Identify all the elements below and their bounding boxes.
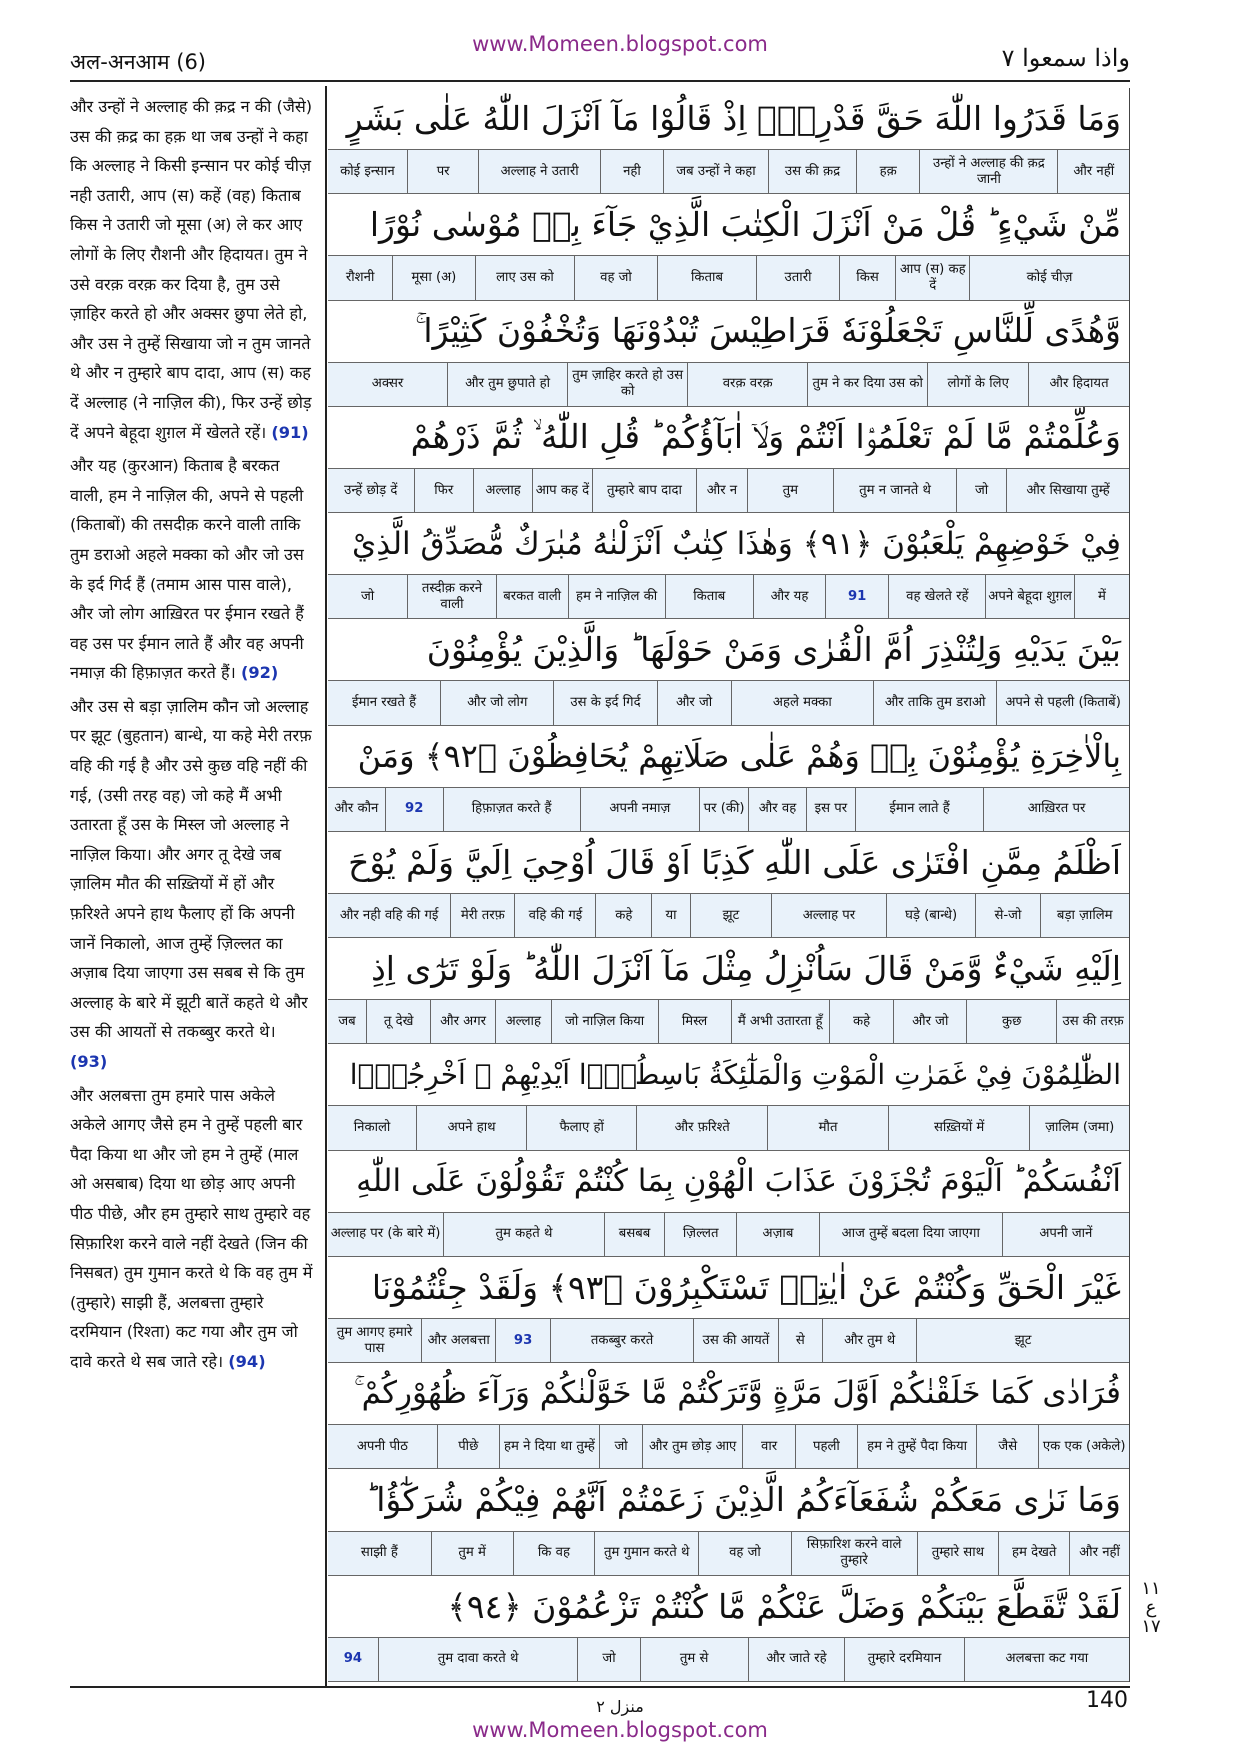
gloss-cell: जो xyxy=(956,469,1006,512)
site-url-header[interactable]: www.Momeen.blogspot.com xyxy=(472,32,768,56)
gloss-cell: सख़्तियों में xyxy=(888,1106,1030,1149)
gloss-cell: किस xyxy=(839,256,896,299)
verse-line-block xyxy=(328,513,1129,619)
gloss-cell: वहि की गई xyxy=(514,894,595,937)
gloss-cell: अल्लाह पर (के बारे में) xyxy=(330,1226,441,1242)
gloss-cell: झूट xyxy=(916,1319,1129,1362)
gloss-cell: तुम में xyxy=(431,1532,513,1575)
gloss-cell: कोई चीज़ xyxy=(969,256,1129,299)
gloss-cell: पीछे xyxy=(437,1425,499,1468)
gloss-cell: और ताकि तुम डराओ xyxy=(873,681,996,724)
page-number: 140 xyxy=(1086,1688,1128,1713)
gloss-cell: वरक़ वरक़ xyxy=(687,363,807,406)
gloss-row xyxy=(328,255,1129,299)
gloss-cell: उस की आयतें xyxy=(693,1319,777,1362)
gloss-cell: तुम से xyxy=(640,1638,748,1681)
gloss-cell: आज तुम्हें बदला दिया जाएगा xyxy=(819,1213,1002,1256)
gloss-cell: जब xyxy=(338,1013,356,1029)
gloss-cell: तकब्बुर करते xyxy=(550,1319,694,1362)
gloss-cell: किताब xyxy=(665,575,754,618)
gloss-row xyxy=(328,574,1129,618)
gloss-cell: मूसा (अ) xyxy=(392,256,474,299)
gloss-cell: बड़ा ज़ालिम xyxy=(1040,894,1130,937)
gloss-row xyxy=(328,468,1129,512)
gloss-cell: रौशनी xyxy=(345,270,375,285)
gloss-cell: वह जो xyxy=(574,256,656,299)
gloss-cell: कहे xyxy=(829,1000,893,1043)
manzil-label: منزل ٢ xyxy=(596,1697,644,1716)
gloss-cell: अज़ाब xyxy=(736,1213,819,1256)
verse-line-block xyxy=(328,619,1129,725)
translation-paragraph xyxy=(70,1081,315,1377)
verse-line-block xyxy=(328,938,1129,1044)
gloss-row xyxy=(328,1531,1129,1575)
gloss-cell: और नहीं xyxy=(1069,1532,1129,1575)
gloss-cell: फैलाए हों xyxy=(526,1106,636,1149)
translation-paragraph xyxy=(70,451,315,688)
gloss-cell: जो xyxy=(599,1425,642,1468)
gloss-cell: निकालो xyxy=(353,1120,391,1136)
gloss-cell: तुम्हारे दरमियान xyxy=(844,1638,963,1681)
gloss-cell: बरकत वाली xyxy=(496,575,568,618)
gloss-cell: 91 xyxy=(825,575,888,618)
gloss-cell: आप कह दें xyxy=(532,469,591,512)
arabic-line: وَعُلِّمْتُمْ مَّا لَمْ تَعْلَمُوْۤا اَنْتُمْ وَلَاۤ اٰبَآؤُكُمْ ؕ قُلِ اللّٰهُ ۙ ثُمَّ ذَرْهُمْ xyxy=(410,417,1121,457)
verse-line-block xyxy=(328,1257,1129,1363)
gloss-cell: कोई इन्सान xyxy=(340,163,395,179)
gloss-cell: 92 xyxy=(385,788,443,831)
gloss-cell: वह खेलते रहें xyxy=(888,575,985,618)
gloss-cell: मेरी तरफ़ xyxy=(450,894,514,937)
gloss-cell: तुम न जानते थे xyxy=(833,469,956,512)
gloss-cell: अपने से पहली (किताबें) xyxy=(996,681,1129,724)
gloss-cell: लाए उस को xyxy=(475,256,575,299)
arabic-line: اِلَيْهِ شَيْءٌ وَّمَنْ قَالَ سَاُنْزِلُ مِثْلَ مَآ اَنْزَلَ اللّٰهُ ؕ وَلَوْ تَرٰٓى اِذِ xyxy=(371,949,1121,989)
column-divider xyxy=(325,86,327,1686)
verse-line-block xyxy=(328,1576,1129,1682)
translation-text: और उन्हों ने अल्लाह की क़द्र न की (जैसे) उस की क़द्र का हक़ था जब उन्हों ने कहा कि अल्लाह ने किसी इन्सान पर कोई चीज़ नही उतारी, आप (स) कहें (वह) किताब किस ने उतारी जो मूसा (अ) ले कर आए लोगों के लिए रौशनी और हिदायत। तुम ने उसे वरक़ वरक़ कर दिया है, तुम उसे ज़ाहिर करते हो और अक्सर छुपा लेते हो, और उस ने तुम्हें सिखाया जो न तुम जानते थे और न तुम्हारे बाप दादा, आप (स) कह दें अल्लाह (ने नाज़िल की), फिर उन्हें छोड़ दें अपने बेहूदा शुग़ल में खेलते रहें। xyxy=(70,97,313,442)
gloss-cell: और फ़रिश्ते xyxy=(636,1106,767,1149)
verse-number: (91) xyxy=(271,422,309,442)
verse-line-block xyxy=(328,1469,1129,1575)
gloss-row xyxy=(328,1424,1129,1468)
gloss-cell: फिर xyxy=(414,469,473,512)
arabic-line: بِالْاٰخِرَةِ يُؤْمِنُوْنَ بِهٖ وَهُمْ عَلٰى صَلَاتِهِمْ يُحَافِظُوْنَ ﴿٩٢﴾ وَمَنْ xyxy=(357,737,1121,776)
gloss-cell: तुम्हारे बाप दादा xyxy=(592,469,697,512)
arabic-line: وَمَا قَدَرُوا اللّٰهَ حَقَّ قَدْرِهٖۤ اِذْ قَالُوْا مَآ اَنْزَلَ اللّٰهُ عَلٰى بَشَرٍ xyxy=(346,99,1121,139)
verse-line-block xyxy=(328,88,1129,194)
gloss-cell: पर xyxy=(407,150,479,193)
gloss-row xyxy=(328,680,1129,724)
translation-column xyxy=(70,92,315,1682)
translation-text: और अलबत्ता तुम हमारे पास अकेले अकेले आगए जैसे हम ने तुम्हें पहली बार पैदा किया था और जो हम ने तुम्हें (माल ओ असबाब) दिया था छोड़ आए अपनी पीठ पीछे, और हम तुम्हारे साथ तुम्हारे वह सिफ़ारिश करने वाले नहीं देखते (जिन की निसबत) तुम गुमान करते थे कि वह तुम में (तुम्हारे) साझी हैं, अलबत्ता तुम्हारे दरमियान (रिश्ता) कट गया और तुम जो दावे करते थे सब जाते रहे। xyxy=(70,1085,313,1371)
gloss-row xyxy=(328,893,1129,937)
gloss-cell: तुम ज़ाहिर करते हो उस को xyxy=(567,363,687,406)
gloss-cell: हम ने नाज़िल की xyxy=(568,575,665,618)
gloss-cell: किताब xyxy=(657,256,757,299)
gloss-cell: उस के इर्द गिर्द xyxy=(553,681,656,724)
gloss-cell: जो xyxy=(360,588,375,604)
gloss-cell: साझी हैं xyxy=(360,1545,398,1561)
gloss-cell: अपने हाथ xyxy=(416,1106,526,1149)
gloss-cell: अपनी पीठ xyxy=(356,1438,408,1454)
gloss-cell: और अगर xyxy=(430,1000,494,1043)
translation-paragraph xyxy=(70,692,315,1077)
gloss-cell: अल्लाह xyxy=(473,469,532,512)
arabic-line: غَيْرَ الْحَقِّ وَكُنْتُمْ عَنْ اٰيٰتِهٖ تَسْتَكْبِرُوْنَ ﴿٩٣﴾ وَلَقَدْ جِئْتُمُوْنَا xyxy=(371,1267,1121,1307)
gloss-cell: तुम xyxy=(747,469,834,512)
gloss-cell: हिफ़ाज़त करते हैं xyxy=(443,788,580,831)
arabic-line: وَّهُدًى لِّلنَّاسِ تَجْعَلُوْنَهٗ قَرَاطِيْسَ تُبْدُوْنَهَا وَتُخْفُوْنَ كَثِيْرًا ۚ xyxy=(415,311,1121,351)
verse-line-block xyxy=(328,194,1129,300)
gloss-cell: उन्हें छोड़ दें xyxy=(344,482,398,498)
gloss-cell: तुम्हारे साथ xyxy=(917,1532,999,1575)
gloss-row xyxy=(328,1637,1129,1681)
gloss-cell: अलबत्ता कट गया xyxy=(964,1638,1129,1681)
gloss-cell: ईमान लाते हैं xyxy=(855,788,983,831)
gloss-cell: कहे xyxy=(595,894,651,937)
gloss-cell: 93 xyxy=(495,1319,549,1362)
gloss-cell: जो xyxy=(577,1638,639,1681)
gloss-cell: हम ने तुम्हें पैदा किया xyxy=(857,1425,976,1468)
gloss-row xyxy=(328,787,1129,831)
arabic-line: وَمَا نَرٰى مَعَكُمْ شُفَعَآءَكُمُ الَّذِيْنَ زَعَمْتُمْ اَنَّهُمْ فِيْكُمْ شُرَكٰٓؤُا ؕ xyxy=(365,1480,1121,1520)
verse-number: (94) xyxy=(228,1351,266,1371)
gloss-cell: पहली xyxy=(795,1425,857,1468)
gloss-cell: 94 xyxy=(343,1651,363,1667)
gloss-cell: उस की क़द्र xyxy=(768,150,856,193)
gloss-cell: अल्लाह पर xyxy=(771,894,886,937)
gloss-cell: बसबब xyxy=(604,1213,665,1256)
gloss-cell: आख़िरत पर xyxy=(983,788,1129,831)
arabic-line: الظّٰلِمُوْنَ فِيْ غَمَرٰتِ الْمَوْتِ وَالْمَلٰٓئِكَةُ بَاسِطُوْۤا اَيْدِيْهِمْ ۚ اَخْرِجُوْۤا xyxy=(349,1058,1121,1092)
gloss-cell: ज़ालिम (जमा) xyxy=(1029,1106,1129,1149)
gloss-cell: और यह xyxy=(753,575,825,618)
gloss-cell: अहले मक्का xyxy=(731,681,874,724)
arabic-line: مِّنْ شَيْءٍ ؕ قُلْ مَنْ اَنْزَلَ الْكِتٰبَ الَّذِيْ جَآءَ بِهٖ مُوْسٰى نُوْرًا xyxy=(369,205,1121,245)
gloss-cell: अल्लाह ने उतारी xyxy=(478,150,599,193)
gloss-cell: एक एक (अकेले) xyxy=(1038,1425,1129,1468)
gloss-cell: वह जो xyxy=(698,1532,791,1575)
gloss-cell: और सिखाया तुम्हें xyxy=(1006,469,1129,512)
gloss-cell: और नही वहि की गई xyxy=(339,907,439,923)
gloss-cell: हम ने दिया था तुम्हें xyxy=(499,1425,599,1468)
gloss-cell: तुम गुमान करते थे xyxy=(594,1532,698,1575)
verse-line-block xyxy=(328,726,1129,832)
gloss-cell: और जो xyxy=(893,1000,966,1043)
gloss-cell: जैसे xyxy=(976,1425,1038,1468)
gloss-cell: हक़ xyxy=(856,150,919,193)
gloss-cell: और तुम छुपाते हो xyxy=(447,363,567,406)
gloss-cell: लोगों के लिए xyxy=(927,363,1028,406)
gloss-cell: इस पर xyxy=(806,788,855,831)
gloss-cell: उतारी xyxy=(756,256,838,299)
gloss-cell: मैं अभी उतारता हूँ xyxy=(731,1000,829,1043)
gloss-cell: पर (की) xyxy=(699,788,748,831)
verse-line-block xyxy=(328,1363,1129,1469)
gloss-cell: ज़िल्लत xyxy=(664,1213,736,1256)
gloss-cell: जो नाज़िल किया xyxy=(551,1000,658,1043)
gloss-row xyxy=(328,362,1129,406)
gloss-cell: और जाते रहे xyxy=(748,1638,845,1681)
verse-line-block xyxy=(328,1151,1129,1257)
gloss-row xyxy=(328,1212,1129,1256)
gloss-cell: और न xyxy=(696,469,746,512)
gloss-cell: झूट xyxy=(690,894,771,937)
gloss-cell: मौत xyxy=(767,1106,888,1149)
arabic-line: فُرَادٰى كَمَا خَلَقْنٰكُمْ اَوَّلَ مَرَّةٍ وَّتَرَكْتُمْ مَّا خَوَّلْنٰكُمْ وَرَآءَ ظُهُوْرِكُمْ ۚ xyxy=(353,1375,1121,1412)
gloss-cell: उन्हों ने अल्लाह की क़द्र जानी xyxy=(919,150,1057,193)
gloss-cell: आप (स) कह दें xyxy=(895,256,969,299)
gloss-cell: या xyxy=(651,894,690,937)
gloss-cell: तुम कहते थे xyxy=(443,1213,604,1256)
gloss-cell: तू देखे xyxy=(366,1000,430,1043)
footer-rule xyxy=(70,1686,1130,1688)
gloss-cell: अक्सर xyxy=(371,376,404,392)
ruku-marker xyxy=(1136,1580,1166,1637)
gloss-cell: और जो xyxy=(657,681,731,724)
gloss-cell: ईमान रखते हैं xyxy=(351,695,417,711)
gloss-cell: अपने बेहूदा शुग़ल xyxy=(985,575,1074,618)
gloss-cell: अपनी जानें xyxy=(1002,1213,1129,1256)
gloss-row xyxy=(328,1105,1129,1149)
verse-number: (92) xyxy=(240,663,279,683)
verse-line-block xyxy=(328,301,1129,407)
gloss-cell: और वह xyxy=(748,788,806,831)
translation-text: और उस से बड़ा ज़ालिम कौन जो अल्लाह पर झूट (बुहतान) बान्धे, या कहे मेरी तरफ़ वहि की गई है और उसे कुछ वहि नहीं की गई, (उसी तरह वह) जो कहे मैं अभी उतारता हूँ उस के मिस्ल जो अल्लाह ने नाज़िल किया। और अगर तू देखे जब ज़ालिम मौत की सख़्तियों में हों और फ़रिश्ते अपने हाथ फैलाए हों कि अपनी जानें निकालो, आज तुम्हें ज़िल्लत का अज़ाब दिया जाएगा उस सबब से कि तुम अल्लाह के बारे में झूटी बातें कहते थे और उस की आयतों से तकब्बुर करते थे। xyxy=(70,696,312,1042)
gloss-cell: और नहीं xyxy=(1057,150,1129,193)
verse-number: (93) xyxy=(70,1052,108,1071)
verse-line-block xyxy=(328,1044,1129,1150)
gloss-cell: अल्लाह xyxy=(495,1000,551,1043)
ruku-sign: ع xyxy=(1145,1596,1157,1618)
arabic-line: بَيْنَ يَدَيْهِ وَلِتُنْذِرَ اُمَّ الْقُرٰى وَمَنْ حَوْلَهَا ؕ وَالَّذِيْنَ يُؤْمِنُوْنَ xyxy=(426,630,1121,670)
gloss-cell: कुछ xyxy=(966,1000,1056,1043)
gloss-cell: अपनी नमाज़ xyxy=(580,788,699,831)
gloss-cell: नही xyxy=(600,150,663,193)
gloss-cell: तुम ने कर दिया उस को xyxy=(807,363,927,406)
gloss-cell: में xyxy=(1074,575,1129,618)
word-by-word-column xyxy=(328,88,1130,1682)
translation-paragraph xyxy=(70,92,315,447)
juz-title: واذا سمعوا ٧ xyxy=(1001,44,1130,72)
arabic-line: اَنْفُسَكُمْ ؕ اَلْيَوْمَ تُجْزَوْنَ عَذَابَ الْهُوْنِ بِمَا كُنْتُمْ تَقُوْلُوْنَ عَلَى اللّٰهِ xyxy=(356,1163,1121,1200)
gloss-cell: घड़े (बान्धे) xyxy=(886,894,976,937)
ruku-bottom-number: ١٧ xyxy=(1141,1615,1161,1637)
gloss-cell: कि वह xyxy=(513,1532,595,1575)
translation-text: और यह (कुरआन) किताब है बरकत वाली, हम ने नाज़िल की, अपने से पहली (किताबों) की तसदीक़ करने वाली ताकि तुम डराओ अहले मक्का को और जो उस के इर्द गिर्द हैं (तमाम आस पास वाले), और जो लोग आख़िरत पर ईमान रखते हैं वह उस पर ईमान लाते हैं और वह अपनी नमाज़ की हिफ़ाज़त करते हैं। xyxy=(70,456,304,683)
gloss-row xyxy=(328,1318,1129,1362)
gloss-cell: और अलबत्ता xyxy=(421,1319,495,1362)
verse-line-block xyxy=(328,407,1129,513)
gloss-cell: और कौन xyxy=(334,801,379,817)
gloss-row xyxy=(328,999,1129,1043)
arabic-line: فِيْ خَوْضِهِمْ يَلْعَبُوْنَ ﴿٩١﴾ وَهٰذَا كِتٰبٌ اَنْزَلْنٰهُ مُبٰرَكٌ مُّصَدِّقُ الَّذِيْ xyxy=(352,525,1121,562)
gloss-cell: और जो लोग xyxy=(440,681,553,724)
verse-line-block xyxy=(328,832,1129,938)
gloss-cell: तुम दावा करते थे xyxy=(378,1638,578,1681)
site-url-footer[interactable]: www.Momeen.blogspot.com xyxy=(472,1718,768,1742)
gloss-cell: वार xyxy=(742,1425,795,1468)
surah-title: अल-अनआम (6) xyxy=(70,50,207,74)
gloss-cell: तुम आगए हमारे पास xyxy=(336,1324,413,1356)
gloss-cell: तस्दीक़ करने वाली xyxy=(407,575,496,618)
header-rule xyxy=(70,80,1130,82)
gloss-cell: और हिदायत xyxy=(1028,363,1129,406)
gloss-cell: जब उन्हों ने कहा xyxy=(663,150,768,193)
gloss-cell: हम देखते xyxy=(998,1532,1069,1575)
gloss-cell: से-जो xyxy=(975,894,1039,937)
arabic-line: لَقَدْ تَّقَطَّعَ بَيْنَكُمْ وَضَلَّ عَنْكُمْ مَّا كُنْتُمْ تَزْعُمُوْنَ ﴿٩٤﴾ xyxy=(447,1586,1121,1626)
gloss-cell: सिफ़ारिश करने वाले तुम्हारे xyxy=(791,1532,917,1575)
gloss-cell: उस की तरफ़ xyxy=(1056,1000,1129,1043)
gloss-row xyxy=(328,149,1129,193)
gloss-cell: से xyxy=(778,1319,823,1362)
gloss-cell: मिस्ल xyxy=(658,1000,731,1043)
gloss-cell: और तुम थे xyxy=(822,1319,916,1362)
ruku-top-number: ١١ xyxy=(1141,1578,1161,1599)
arabic-line: اَظْلَمُ مِمَّنِ افْتَرٰى عَلَى اللّٰهِ كَذِبًا اَوْ قَالَ اُوْحِيَ اِلَيَّ وَلَمْ يُوْحَ xyxy=(348,842,1121,882)
gloss-cell: और तुम छोड़ आए xyxy=(642,1425,742,1468)
